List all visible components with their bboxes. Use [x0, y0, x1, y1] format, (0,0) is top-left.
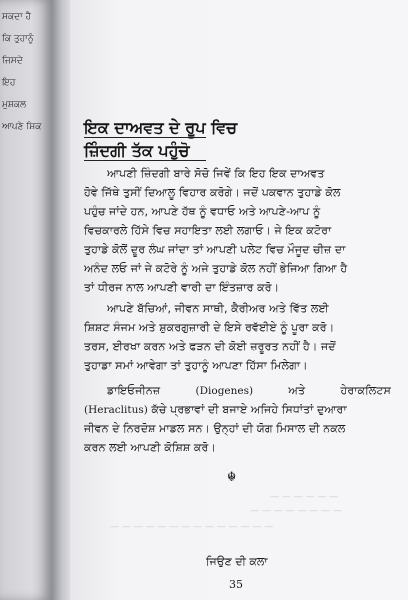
body-line: ਕਰਨ ਲਈ ਆਪਣੀ ਕੋਸ਼ਿਸ਼ ਕਰੋ।	[84, 441, 217, 454]
body-word: ਅਤੇ	[288, 384, 306, 397]
body-line: ਤੁਹਾਡਾ ਸਮਾਂ ਆਵੇਗਾ ਤਾਂ ਤੁਹਾਨੂੰ ਆਪਣਾ ਹਿੱਸਾ ਮਿਲੇਗਾ।	[84, 359, 308, 372]
body-line: ਆਪਣੀ ਜ਼ਿੰਦਗੀ ਬਾਰੇ ਸੋਚੋ ਜਿਵੇਂ ਕਿ ਇਹ ਇਕ ਦਾਅਵਤ	[107, 167, 325, 180]
body-line: ਤਰਸ, ਈਰਖਾ ਕਰਨ ਅਤੇ ਫੜਨ ਦੀ ਕੋਈ ਜ਼ਰੂਰਤ ਨਹੀਂ ਹੈ। ਜਦੋਂ	[84, 340, 336, 353]
body-line: ਹੋਵੇ ਜਿੱਥੇ ਤੁਸੀਂ ਦਿਆਲੂ ਵਿਹਾਰ ਕਰੋਗੇ। ਜਦੋਂ ਪਕਵਾਨ ਤੁਹਾਡੇ ਕੋਲ	[84, 186, 341, 199]
previous-page-edge	[0, 0, 52, 600]
body-line	[84, 403, 391, 417]
body-line: ਵਿਚਕਾਰਲੇ ਹਿੱਸੇ ਵਿਚ ਸਹਾਇਤਾ ਲਈ ਲਗਾਓ। ਜੇ ਇਕ ਕਟੋਰਾ	[84, 224, 332, 237]
previous-page-line: ਸਕਦਾ ਹੈ	[2, 12, 32, 22]
body-line: ਆਪਣੇ ਬੱਚਿਆਂ, ਜੀਵਨ ਸਾਥੀ, ਕੈਰੀਅਰ ਅਤੇ ਵਿੱਤ ਲਈ	[107, 302, 329, 315]
heading-underline	[84, 160, 206, 161]
previous-page-line: ਆਪਣੇ ਸ਼ਿਕ	[2, 122, 42, 132]
body-word-latin: (Heraclitus)	[84, 404, 148, 416]
previous-page-line: ਜਿਸਦੇ	[2, 56, 23, 66]
previous-page-line: ਇਹ	[2, 78, 16, 88]
page-number: 35	[229, 578, 243, 591]
body-line	[107, 384, 391, 398]
body-line: ਸ਼ਿਸ਼ਟ ਸੰਜਮ ਅਤੇ ਸ਼ੁਕਰਗੁਜ਼ਾਰੀ ਦੇ ਇਸੇ ਰਵੱਈਏ ਨੂੰ ਪੂਰਾ ਕਰੋ।	[84, 321, 335, 334]
body-line: ਤੁਹਾਡੇ ਕੋਲੋਂ ਦੂਰ ਲੰਘ ਜਾਂਦਾ ਤਾਂ ਆਪਣੀ ਪਲੇਟ ਵਿਚ ਮੌਜੂਦ ਚੀਜ਼ ਦਾ	[84, 243, 346, 256]
body-line: ਅਨੰਦ ਲਓ ਜਾਂ ਜੇ ਕਟੋਰੇ ਨੂੰ ਅਜੇ ਤੁਹਾਡੇ ਕੋਲ ਨਹੀਂ ਭੇਜਿਆ ਗਿਆ ਹੈ	[84, 262, 348, 275]
heading-underline	[84, 137, 206, 138]
body-text: ਕੱਚੇ ਪ੍ਰਭਾਵਾਂ ਦੀ ਬਜਾਏ ਅਜਿਹੇ ਸਿਧਾਂਤਾਂ ਦੁਆਰਾ	[151, 403, 347, 416]
show-through-text: — — — — — — — — — — — — — —	[110, 522, 274, 532]
show-through-text: — — — — — —	[270, 492, 339, 502]
body-line: ਜੀਵਨ ਦੇ ਨਿਰਦੋਸ਼ ਮਾਡਲ ਸਨ। ਉਨ੍ਹਾਂ ਦੀ ਯੋਗ ਮਿਸਾਲ ਦੀ ਨਕਲ	[84, 422, 346, 435]
chapter-heading-line-1: ਇਕ ਦਾਅਵਤ ਦੇ ਰੂਪ ਵਿਚ	[84, 118, 238, 137]
show-through-text: — — — — — — — —	[250, 506, 343, 516]
body-line: ਤਾਂ ਧੀਰਜ ਨਾਲ ਆਪਣੀ ਵਾਰੀ ਦਾ ਇੰਤਜ਼ਾਰ ਕਰੋ।	[84, 281, 280, 294]
running-title: ਜਿਉਣ ਦੀ ਕਲਾ	[206, 555, 268, 568]
previous-page-line: ਮੁਸ਼ਕਲ	[2, 100, 27, 110]
body-word: ਡਾਇਓਜੀਨਜ਼	[107, 384, 161, 397]
khanda-ornament: ☬	[227, 470, 237, 485]
previous-page-line: ਕਿ ਤੁਹਾਨੂੰ	[2, 34, 34, 44]
body-word: ਹੇਰਾਕਲਿਟਸ	[340, 384, 391, 397]
chapter-heading-line-2: ਜ਼ਿੰਦਗੀ ਤੱਕ ਪਹੁੰਚੋ	[84, 141, 190, 160]
book-page	[70, 0, 408, 600]
body-word-latin: (Diogenes)	[195, 385, 254, 397]
body-line: ਪਹੁੰਚ ਜਾਂਦੇ ਹਨ, ਆਪਣੇ ਹੱਥ ਨੂੰ ਵਧਾਓ ਅਤੇ ਆਪਣੇ-ਆਪ ਨੂੰ	[84, 205, 321, 218]
